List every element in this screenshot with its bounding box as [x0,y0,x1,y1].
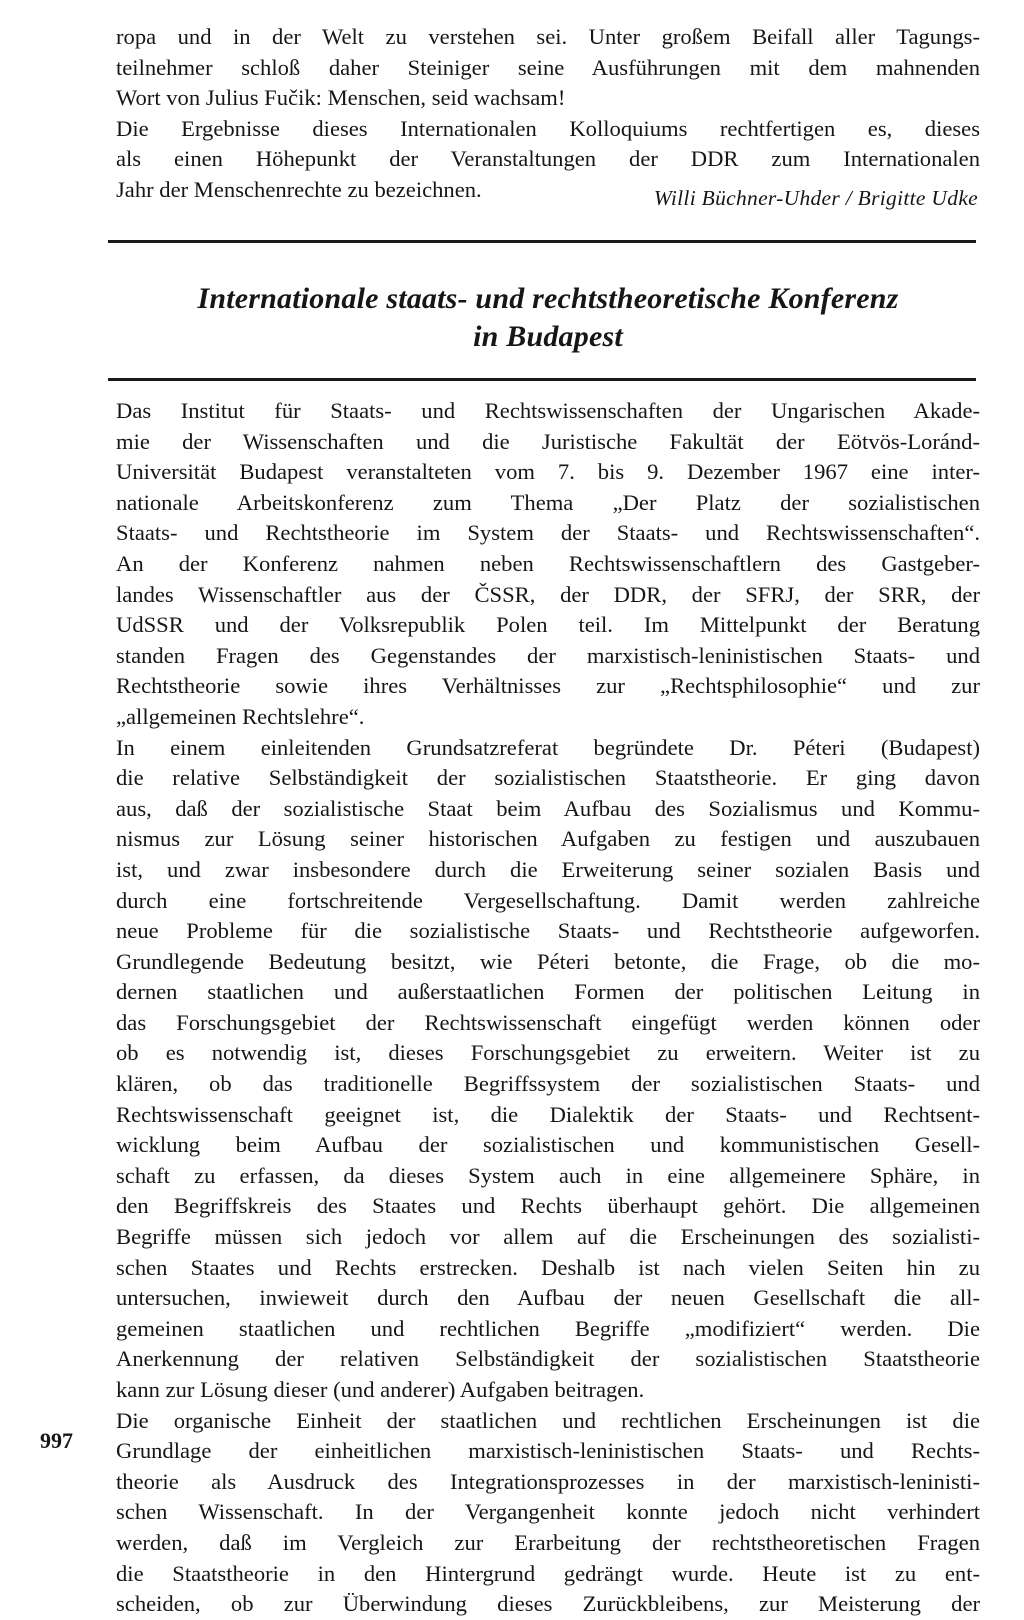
text-line: als einen Höhepunkt der Veranstaltungen der DDR zum Internationalen [116,146,980,172]
text-line: neue Probleme für die sozialistische Staats- und Rechtstheorie aufgeworfen. [116,918,980,944]
text-line: die relative Selbständigkeit der sozialistischen Staatstheorie. Er ging davon [116,765,980,791]
text-line: Jahr der Menschenrechte zu bezeichnen. [116,176,482,202]
text-line: das Forschungsgebiet der Rechtswissenschaft eingefügt werden können oder [116,1009,980,1035]
text-line: Rechtswissenschaft geeignet ist, die Dialektik der Staats- und Rechtsent- [116,1101,980,1127]
text-line: Universität Budapest veranstalteten vom 7. bis 9. Dezember 1967 eine inter- [116,459,980,485]
text-line: Grundlegende Bedeutung besitzt, wie Péteri betonte, die Frage, ob die mo- [116,948,980,974]
article-body [116,396,980,1620]
text-line: Wort von Julius Fučik: Menschen, seid wachsam! [116,85,566,111]
text-line: landes Wissenschaftler aus der ČSSR, der DDR, der SFRJ, der SRR, der [116,581,980,607]
text-line: den Begriffskreis des Staates und Rechts überhaupt gehört. Die allgemeinen [116,1193,980,1219]
text-line: UdSSR und der Volksrepublik Polen teil. Im Mittelpunkt der Beratung [116,612,980,638]
section-divider-bottom [108,378,976,381]
text-line: dernen staatlichen und außerstaatlichen Formen der politischen Leitung in [116,979,980,1005]
text-line: werden, daß im Vergleich zur Erarbeitung der rechtstheoretischen Fragen [116,1529,980,1555]
text-line: nationale Arbeitskonferenz zum Thema „Der Platz der sozialistischen [116,489,980,515]
text-line: kann zur Lösung dieser (und anderer) Aufgaben beitragen. [116,1377,645,1402]
text-line: Staats- und Rechtstheorie im System der Staats- und Rechtswissenschaften“. [116,520,980,546]
text-line: schen Wissenschaft. In der Vergangenheit konnte jedoch nicht verhindert [116,1499,980,1525]
text-line: klären, ob das traditionelle Begriffssystem der sozialistischen Staats- und [116,1071,980,1097]
text-line: Begriffe müssen sich jedoch vor allem auf die Erscheinungen des sozialisti- [116,1224,980,1250]
text-line: In einem einleitenden Grundsatzreferat begründete Dr. Péteri (Budapest) [116,734,980,760]
text-line: ist, und zwar insbesondere durch die Erweiterung seiner sozialen Basis und [116,856,980,882]
article-title-line: Internationale staats- und rechtstheoretische Konferenz [197,282,899,315]
previous-article-ending [116,22,980,206]
text-line: „allgemeinen Rechtslehre“. [116,703,365,729]
section-divider-top [108,240,976,243]
text-line: gemeinen staatlichen und rechtlichen Begriffe „modifiziert“ werden. Die [116,1315,980,1341]
text-line: Grundlage der einheitlichen marxistisch-leninistischen Staats- und Rechts- [116,1438,980,1464]
text-line: teilnehmer schloß daher Steiniger seine Ausführungen mit dem mahnenden [116,54,980,80]
text-line: An der Konferenz nahmen neben Rechtswissenschaftlern des Gastgeber- [116,550,980,576]
text-line: Die organische Einheit der staatlichen und rechtlichen Erscheinungen ist die [116,1407,980,1433]
text-line: aus, daß der sozialistische Staat beim Aufbau des Sozialismus und Kommu- [116,795,980,821]
text-line: Rechtstheorie sowie ihres Verhältnisses zur „Rechtsphilosophie“ und zur [116,673,980,699]
text-line: untersuchen, inwieweit durch den Aufbau der neuen Gesellschaft die all- [116,1285,980,1311]
text-line: scheiden, ob zur Überwindung dieses Zurückbleibens, zur Meisterung der [116,1591,980,1617]
text-line: ob es notwendig ist, dieses Forschungsgebiet zu erweitern. Weiter ist zu [116,1040,980,1066]
text-line: theorie als Ausdruck des Integrationsprozesses in der marxistisch-leninisti- [116,1468,980,1494]
article-title [116,280,980,356]
text-line: Das Institut für Staats- und Rechtswissenschaften der Ungarischen Akade- [116,398,980,423]
text-line: durch eine fortschreitende Vergesellschaftung. Damit werden zahlreiche [116,887,980,913]
text-line: Die Ergebnisse dieses Internationalen Kolloquiums rechtfertigen es, dieses [116,115,980,141]
text-line: die Staatstheorie in den Hintergrund gedrängt wurde. Heute ist zu ent- [116,1560,980,1586]
text-line: wicklung beim Aufbau der sozialistischen und kommunistischen Gesell- [116,1132,980,1158]
article-title-line: in Budapest [473,320,623,353]
text-line: nismus zur Lösung seiner historischen Aufgaben zu festigen und auszubauen [116,826,980,852]
text-line: schen Staates und Rechts erstrecken. Deshalb ist nach vielen Seiten hin zu [116,1254,980,1280]
page-number: 997 [40,1428,73,1453]
text-line: ropa und in der Welt zu verstehen sei. Unter großem Beifall aller Tagungs- [116,24,980,49]
text-line: schaft zu erfassen, da dieses System auch in eine allgemeinere Sphäre, in [116,1162,980,1188]
text-line: Anerkennung der relativen Selbständigkeit der sozialistischen Staatstheorie [116,1346,980,1372]
author-signature: Willi Büchner-Uhder / Brigitte Udke [653,186,978,210]
text-line: mie der Wissenschaften und die Juristische Fakultät der Eötvös-Loránd- [116,428,980,454]
text-line: standen Fragen des Gegenstandes der marxistisch-leninistischen Staats- und [116,642,980,668]
